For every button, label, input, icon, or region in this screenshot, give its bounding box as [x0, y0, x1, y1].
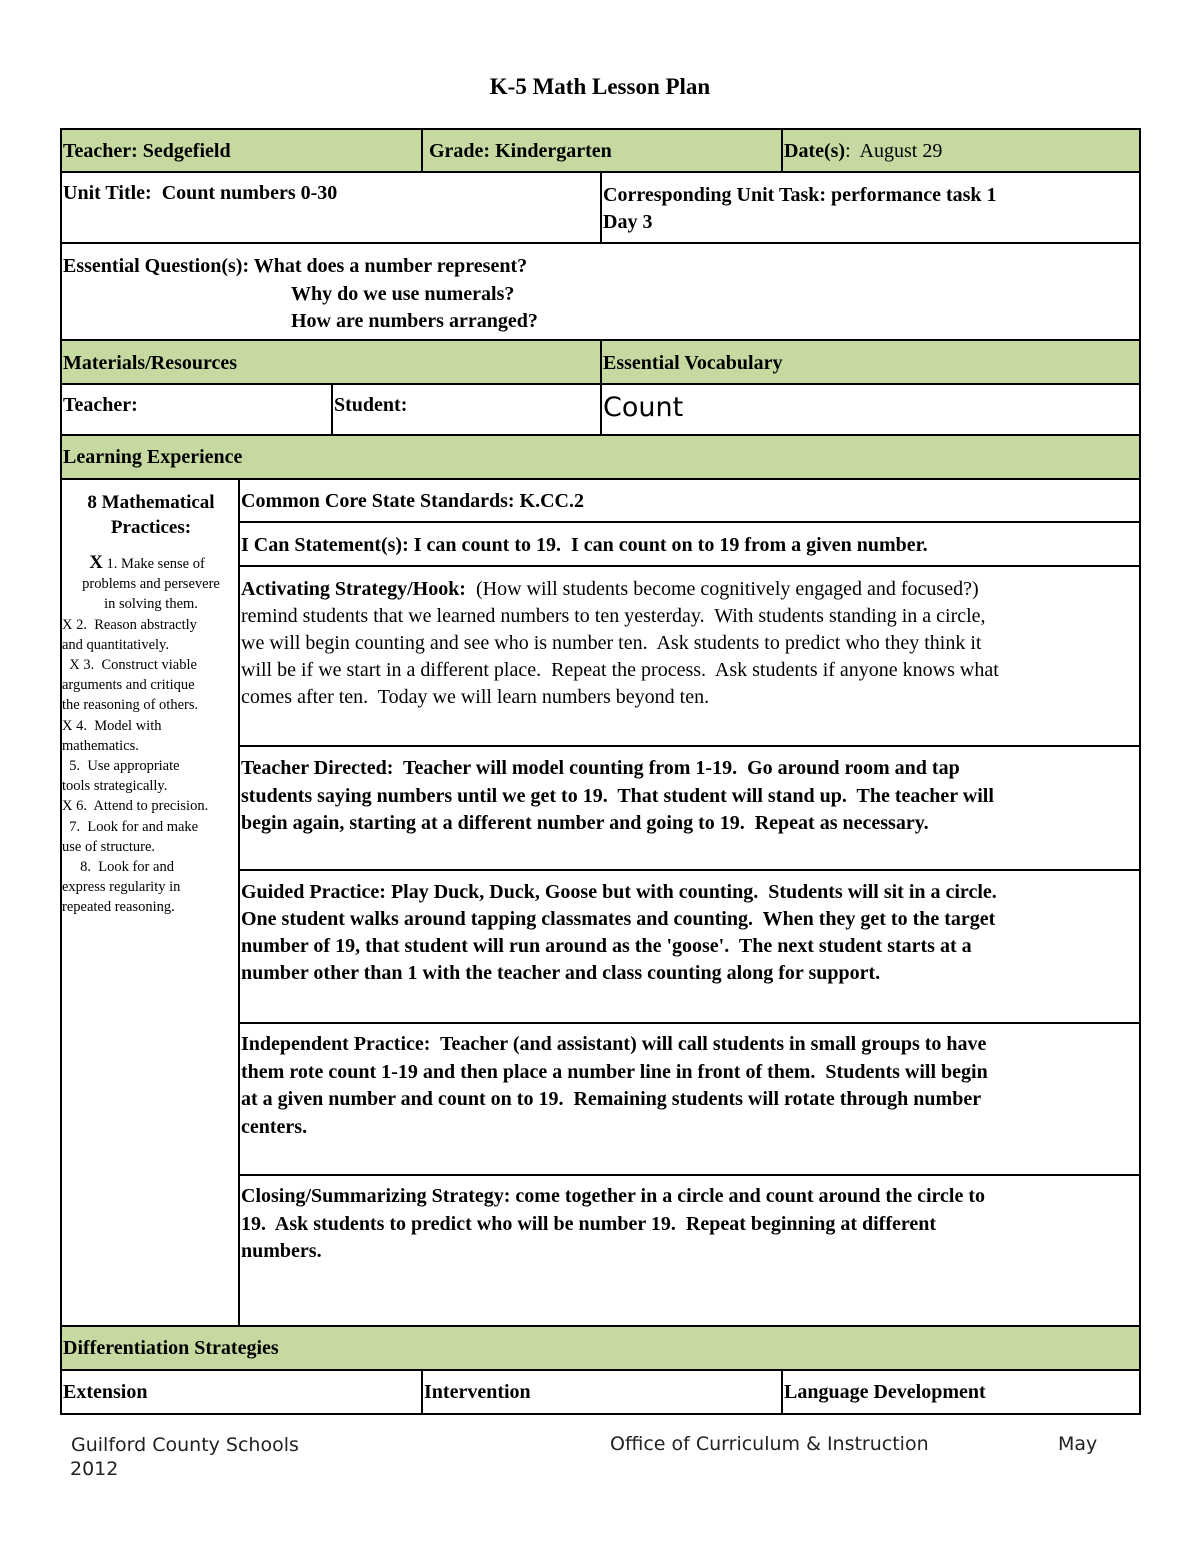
page-title: K-5 Math Lesson Plan — [489, 74, 711, 99]
independent-practice — [240, 1024, 1139, 1174]
materials-heading-row — [60, 341, 1141, 385]
practice-line: mathematics. — [62, 737, 139, 754]
independent-practice-line: Independent Practice: Teacher (and assistant) will call students in small groups to have — [241, 1033, 987, 1055]
i-can-statement: I Can Statement(s): I can count to 19. I can count on to 19 from a given number. — [241, 534, 928, 556]
i-can-row — [238, 523, 1141, 567]
practice-line: X 4. Model with — [62, 717, 162, 734]
unit-title: Unit Title: Count numbers 0-30 — [63, 182, 338, 204]
practices-title — [62, 490, 240, 540]
closing-line: 19. Ask students to predict who will be number 19. Repeat beginning at different — [241, 1212, 937, 1235]
independent-practice-line: them rote count 1-19 and then place a number line in front of them. Students will begin — [241, 1060, 988, 1083]
practice-line: tools strategically. — [62, 778, 168, 795]
independent-practice-line: centers. — [241, 1115, 308, 1138]
footer-right: May — [1058, 1433, 1098, 1455]
differentiation-heading-row — [60, 1327, 1141, 1371]
footer-center: Office of Curriculum & Instruction — [610, 1433, 929, 1455]
learning-experience-heading: Learning Experience — [63, 446, 243, 468]
unit-task-line: Corresponding Unit Task: performance task 1 — [603, 184, 997, 206]
activating-text: will be if we start in a different place. Repeat the process. Ask students if anyone knows what — [241, 659, 999, 681]
practice-line: 8. Look for and — [62, 859, 174, 876]
activating-text: comes after ten. Today we will learn numbers beyond ten. — [241, 686, 710, 708]
differentiation-row — [60, 1371, 1141, 1415]
vocabulary-word: Count — [600, 385, 1139, 434]
practices-column — [60, 480, 240, 1327]
practice-line: the reasoning of others. — [62, 697, 199, 714]
teacher-directed-line: Teacher Directed: Teacher will model counting from 1-19. Go around room and tap — [241, 757, 960, 779]
practice-text: 1. Make sense of — [102, 556, 205, 572]
unit-row — [60, 173, 1141, 244]
activating-text: (How will students become cognitively engaged and focused?) — [465, 578, 979, 600]
independent-practice-row — [238, 1024, 1141, 1176]
practice-line: express regularity in — [62, 879, 181, 896]
materials-student: Student: — [331, 385, 600, 434]
header-row — [60, 128, 1141, 173]
teacher-directed-line: begin again, starting at a different number and going to 19. Repeat as necessary. — [241, 812, 929, 834]
teacher-directed — [240, 747, 1139, 869]
practices-list — [62, 553, 240, 918]
footer-org: Guilford County Schools — [71, 1434, 299, 1456]
essential-questions — [62, 244, 1139, 339]
materials-heading: Materials/Resources — [63, 352, 238, 374]
practice-line: in solving them. — [104, 596, 198, 613]
closing-line: numbers. — [241, 1240, 322, 1262]
learning-experience-heading-row — [60, 436, 1141, 480]
independent-practice-line: at a given number and count on to 19. Remaining students will rotate through number — [241, 1088, 982, 1110]
guided-practice-line: Guided Practice: Play Duck, Duck, Goose but with counting. Students will sit in a circle. — [241, 881, 997, 903]
practice-line — [62, 553, 240, 574]
standards: Common Core State Standards: K.CC.2 — [241, 490, 584, 512]
essential-question: Why do we use numerals? — [291, 282, 515, 305]
teacher-directed-line: students saying numbers until we get to 19. That student will stand up. The teacher will — [241, 784, 994, 807]
extension-label: Extension — [63, 1381, 148, 1403]
differentiation-heading: Differentiation Strategies — [63, 1337, 279, 1359]
teacher-name: Teacher: Sedgefield — [63, 140, 231, 162]
practice-line: use of structure. — [62, 838, 156, 855]
teacher-directed-row — [238, 747, 1141, 871]
practice-line: repeated reasoning. — [62, 899, 175, 916]
practice-line: X 3. Construct viable — [62, 657, 197, 674]
unit-task — [600, 173, 1139, 242]
activating-text: we will begin counting and see who is number ten. Ask students to predict who they think it — [241, 632, 982, 654]
materials-row — [60, 385, 1141, 436]
footer-year: 2012 — [70, 1458, 119, 1480]
practice-line: 5. Use appropriate — [62, 758, 180, 775]
practice-line: 7. Look for and make — [62, 818, 199, 835]
essential-question: What does a number represent? — [253, 255, 528, 277]
date-label: Date(s) — [784, 140, 846, 162]
guided-practice-line: number other than 1 with the teacher and class counting along for support. — [241, 962, 881, 984]
activating-row — [238, 567, 1141, 747]
grade-level: Grade: Kindergarten — [421, 130, 781, 171]
closing-line: Closing/Summarizing Strategy: come together in a circle and count around the circle to — [241, 1185, 985, 1207]
activating-text: remind students that we learned numbers to ten yesterday. With students standing in a circle, — [241, 605, 986, 627]
essential-questions-label: Essential Question(s): — [63, 255, 254, 277]
practices-panel — [62, 480, 240, 918]
date-value: : August 29 — [845, 140, 943, 162]
language-development-label: Language Development — [781, 1371, 1139, 1413]
essential-questions-row — [60, 244, 1141, 341]
materials-teacher: Teacher: — [63, 394, 138, 416]
guided-practice — [240, 871, 1139, 1022]
practice-line: problems and persevere — [82, 576, 220, 593]
activating-strategy — [240, 567, 1139, 745]
guided-practice-row — [238, 871, 1141, 1024]
vocabulary-heading: Essential Vocabulary — [600, 341, 1139, 383]
essential-question: How are numbers arranged? — [291, 310, 538, 332]
practices-title-line: Practices: — [110, 517, 192, 538]
practice-line: arguments and critique — [62, 677, 195, 694]
date-cell — [781, 130, 1139, 171]
unit-task-day: Day 3 — [603, 211, 653, 233]
closing-strategy — [240, 1176, 1139, 1325]
closing-row — [238, 1176, 1141, 1327]
practice-check-mark: X — [89, 552, 103, 573]
footer-left — [71, 1433, 299, 1481]
guided-practice-line: number of 19, that student will run around as the 'goose'. The next student starts at a — [241, 935, 972, 957]
activating-label: Activating Strategy/Hook: — [241, 578, 466, 600]
practice-line: X 2. Reason abstractly — [62, 616, 197, 633]
standards-row — [238, 480, 1141, 523]
intervention-label: Intervention — [421, 1371, 781, 1413]
practice-line: and quantitatively. — [62, 636, 169, 653]
practices-title-line: 8 Mathematical — [87, 492, 215, 513]
guided-practice-line: One student walks around tapping classmates and counting. When they get to the target — [241, 908, 996, 930]
practice-line: X 6. Attend to precision. — [62, 798, 209, 815]
